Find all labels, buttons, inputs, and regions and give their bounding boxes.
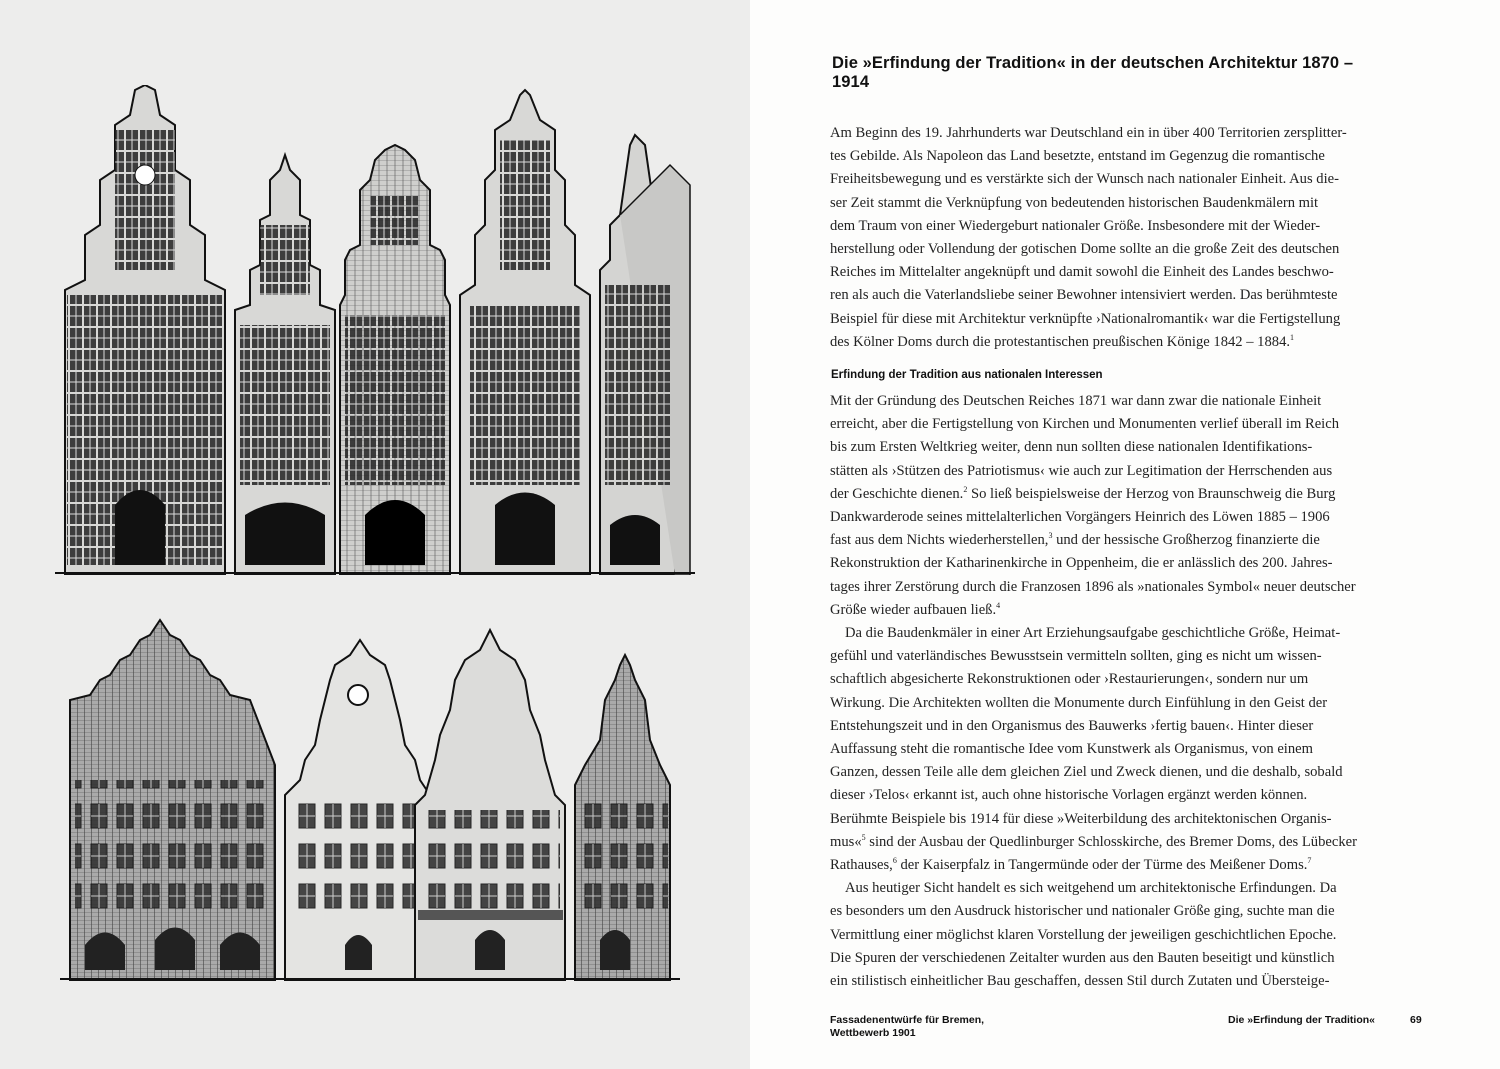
page-number: 69 <box>1410 1014 1422 1026</box>
text-line: tes Gebilde. Als Napoleon das Land besetzte, entstand im Gegenzug die romantische <box>830 148 1325 165</box>
text-line: Vermittlung einer möglichst klaren Vorstellung der jeweiligen geschichtlichen Epoche. <box>830 926 1337 943</box>
chapter-heading: Die »Erfindung der Tradition« in der deutschen Architektur 1870 – 1914 <box>832 54 1354 91</box>
text-span: des Kölner Doms durch die protestantischen preußischen Könige 1842 – 1884. <box>830 333 1291 350</box>
text-line: Freiheitsbewegung und es verstärkte sich der Wunsch nach nationaler Einheit. Aus die- <box>830 171 1339 188</box>
footnote-ref: 4 <box>996 600 1001 610</box>
text-line: ein stilistisch einheitlicher Bau geschaffen, dessen Stil durch Zutaten und Übersteige- <box>830 973 1330 990</box>
text-line: ren als auch die Vaterlandsliebe seiner Bewohner intensiviert werden. Das berühmteste <box>830 287 1338 304</box>
text-line: Am Beginn des 19. Jahrhunderts war Deutschland ein in über 400 Territorien zersplitter- <box>830 125 1347 141</box>
running-head: Die »Erfindung der Tradition« <box>1228 1014 1376 1026</box>
text-line: Wirkung. Die Architekten wollten die Monumente durch Einfühlung in den Geist der <box>830 694 1328 711</box>
text-line: stätten als ›Stützen des Patriotismus‹ wie auch zur Legitimation der Herrschenden aus <box>830 462 1333 479</box>
text-line <box>830 831 1378 854</box>
text-span: Größe wieder aufbauen ließ. <box>830 601 997 618</box>
facade-illustration-top <box>55 85 695 575</box>
text-span: fast aus dem Nichts wiederherstellen, <box>830 532 1049 549</box>
text-line: Berühmte Beispiele bis 1914 für diese »Weiterbildung des architektonischen Organis- <box>830 810 1332 827</box>
text-line: schaftlich abgesicherte Rekonstruktionen oder ›Restaurierungen‹, sondern nur um <box>830 671 1309 688</box>
figure-caption <box>830 1014 984 1040</box>
text-line: gefühl und vaterländisches Bewusstsein vermitteln sollten, ging es nicht um wissen- <box>830 648 1322 665</box>
text-span: So ließ beispielsweise der Herzog von Braunschweig die Burg <box>967 485 1336 502</box>
text-line: bis zum Ersten Weltkrieg weiter, denn nun sollten diese nationalen Identifikations- <box>830 439 1313 456</box>
footnote-ref: 7 <box>1307 856 1312 866</box>
text-line: Auffassung steht die romantische Idee vom Kunstwerk als Organismus, von einem <box>830 741 1313 758</box>
footnote-ref: 6 <box>892 856 897 866</box>
text-line: Aus heutiger Sicht handelt es sich weitgehend um architektonische Erfindungen. Da <box>845 880 1337 897</box>
text-line <box>830 599 1378 622</box>
text-line: ser Zeit stammt die Verknüpfung von bedeutenden historischen Baudenkmälern mit <box>830 194 1319 211</box>
text-line <box>830 529 1378 552</box>
text-line: Reiches im Mittelalter angeknüpft und damit sowohl die Einheit des Landes beschwo- <box>830 264 1334 281</box>
text-line: dieser ›Telos‹ erkannt ist, auch ohne historische Vorlagen ergänzt werden können. <box>830 787 1308 804</box>
text-line: erreicht, aber die Fertigstellung von Kirchen und Monumenten verlief überall im Reich <box>830 416 1339 433</box>
caption-line: Fassadenentwürfe für Bremen, <box>830 1014 985 1026</box>
text-span: und der hessische Großherzog finanzierte die <box>1052 532 1320 549</box>
text-line: Rekonstruktion der Katharinenkirche in Oppenheim, die er anlässlich des 200. Jahres- <box>830 555 1333 572</box>
text-span: Rathauses, <box>830 857 893 874</box>
caption-line: Wettbewerb 1901 <box>830 1027 916 1039</box>
footnote-ref: 1 <box>1290 332 1295 342</box>
text-line: Dankwarderode seines mittelalterlichen Vorgängers Heinrich des Löwen 1885 – 1906 <box>830 509 1330 526</box>
text-line <box>830 483 1378 506</box>
text-span: sind der Ausbau der Quedlinburger Schlosskirche, des Bremer Doms, des Lübecker <box>865 833 1357 850</box>
text-line: dem Traum von einer Wiedergeburt nationaler Größe. Insbesondere mit der Wieder- <box>830 217 1321 234</box>
text-line: herstellung oder Vollendung der gotischen Dome sollte an die große Zeit des deutschen <box>830 241 1340 258</box>
text-span: mus« <box>830 833 862 850</box>
footnote-ref: 2 <box>963 484 968 494</box>
facade-illustration-bottom <box>60 600 690 1000</box>
text-line: tages ihrer Zerstörung durch die Franzosen 1896 als »nationales Symbol« neuer deutscher <box>830 578 1356 595</box>
text-line: Mit der Gründung des Deutschen Reiches 1871 war dann zwar die nationale Einheit <box>830 393 1322 409</box>
text-line: Die Spuren der verschiedenen Zeitalter wurden aus den Bauten beseitigt und künstlich <box>830 949 1335 966</box>
footnote-ref: 5 <box>861 833 866 842</box>
text-line: Da die Baudenkmäler in einer Art Erziehungsaufgabe geschichtliche Größe, Heimat- <box>845 625 1341 642</box>
section-subheading: Erfindung der Tradition aus nationalen Interessen <box>831 369 1103 381</box>
text-span: der Geschichte dienen. <box>830 485 964 502</box>
text-span: der Kaiserpfalz in Tangermünde oder der Türme des Meißener Doms. <box>896 857 1308 874</box>
paragraph-body <box>830 390 1378 993</box>
text-line: Beispiel für diese mit Architektur verknüpfte ›Nationalromantik‹ war die Fertigstellung <box>830 310 1341 327</box>
text-line: es besonders um den Ausdruck historischer und nationaler Größe ging, suchte man die <box>830 903 1335 920</box>
text-line: Ganzen, dessen Teile alle dem gleichen Ziel und Zweck dienen, und die deshalb, sobald <box>830 764 1343 781</box>
text-line <box>830 331 1378 354</box>
footnote-ref: 3 <box>1048 531 1053 541</box>
text-line: Entstehungszeit und in den Organismus des Bauwerks ›fertig bauen‹. Hinter dieser <box>830 717 1314 734</box>
text-line <box>830 854 1378 877</box>
paragraph-intro <box>830 122 1378 354</box>
